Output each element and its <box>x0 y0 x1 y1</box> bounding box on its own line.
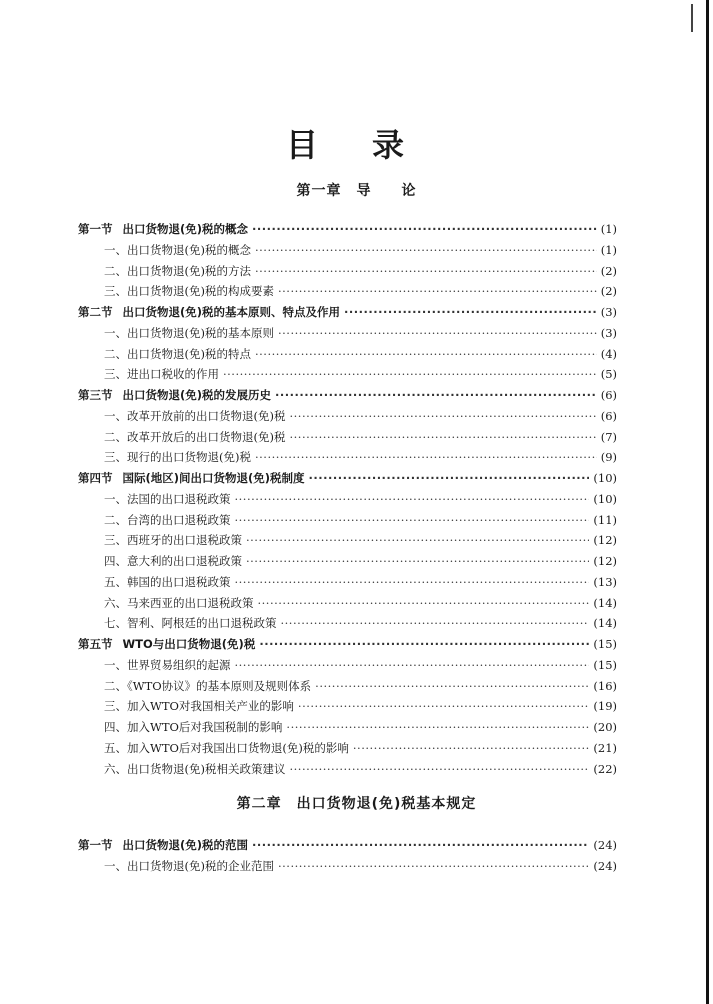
item-title: 二、出口货物退(免)税的特点 <box>104 346 251 361</box>
toc-section-row <box>78 305 617 319</box>
item-title: 五、加入WTO后对我国出口货物退(免)税的影响 <box>104 740 349 755</box>
dot-leader <box>246 554 589 568</box>
toc-item-row <box>104 492 617 506</box>
toc-item-row <box>104 762 617 776</box>
page-number: (16) <box>593 678 617 693</box>
dot-leader <box>246 533 589 547</box>
dot-leader <box>278 326 597 340</box>
page-number: (15) <box>593 637 617 651</box>
page-number: (15) <box>593 657 617 672</box>
dot-leader <box>255 243 597 257</box>
dot-leader <box>344 305 597 319</box>
page-number: (12) <box>593 554 617 568</box>
title-char-1: 目 <box>286 126 321 164</box>
item-title: 二、《WTO协议》的基本原则及规则体系 <box>104 678 312 693</box>
toc-item-row <box>104 596 617 610</box>
dot-leader <box>315 679 589 693</box>
dot-leader <box>259 637 589 651</box>
section-title: 出口货物退(免)税的发展历史 <box>122 388 272 402</box>
section-number: 第四节 <box>78 471 113 485</box>
toc-item-row <box>104 513 617 527</box>
item-title: 一、法国的出口退税政策 <box>104 491 231 506</box>
toc-item-row <box>104 859 617 873</box>
item-title: 四、加入WTO后对我国税制的影响 <box>104 720 283 734</box>
dot-leader <box>278 859 589 873</box>
section-title: 出口货物退(免)税的概念 <box>122 222 249 236</box>
dot-leader <box>235 513 590 527</box>
toc-item-row <box>104 554 617 568</box>
dot-leader <box>275 388 597 402</box>
toc-section-row <box>78 471 617 485</box>
section-title: WTO与出口货物退(免)税 <box>122 637 256 651</box>
section-title: 出口货物退(免)税的基本原则、特点及作用 <box>122 305 341 319</box>
dot-leader <box>235 575 590 589</box>
toc-item-row <box>104 575 617 589</box>
dot-leader <box>235 492 590 506</box>
item-title: 一、改革开放前的出口货物退(免)税 <box>104 408 286 423</box>
toc-section-row <box>78 388 617 402</box>
page-number: (1) <box>600 242 617 257</box>
item-title: 五、韩国的出口退税政策 <box>104 574 231 589</box>
item-title: 三、出口货物退(免)税的构成要素 <box>104 284 274 299</box>
item-title: 三、进出口税收的作用 <box>104 367 219 382</box>
dot-leader <box>278 284 597 298</box>
toc-item-row <box>104 720 617 734</box>
item-title: 一、世界贸易组织的起源 <box>104 657 231 672</box>
page-edge-rule <box>706 0 709 1004</box>
item-title: 六、马来西亚的出口退税政策 <box>104 595 254 610</box>
dot-leader <box>255 450 597 464</box>
dot-leader <box>258 596 590 610</box>
page-number: (10) <box>593 471 617 485</box>
toc-item-row <box>104 616 617 630</box>
dot-leader <box>252 222 597 236</box>
title-char-2: 录 <box>372 126 407 164</box>
item-title: 七、智利、阿根廷的出口退税政策 <box>104 616 277 631</box>
toc-item-row <box>104 367 617 381</box>
toc-item-row <box>104 326 617 340</box>
chapter-heading: 第二章 出口货物退(免)税基本规定 <box>236 796 477 812</box>
dot-leader <box>235 658 590 672</box>
toc-item-row <box>104 679 617 693</box>
section-number: 第二节 <box>78 305 113 319</box>
item-title: 二、出口货物退(免)税的方法 <box>104 263 251 278</box>
page-number: (2) <box>600 284 617 299</box>
dot-leader <box>289 409 596 423</box>
corner-mark <box>691 4 693 32</box>
dot-leader <box>255 264 597 278</box>
page-number: (13) <box>593 574 617 589</box>
toc-item-row <box>104 243 617 257</box>
page-number: (20) <box>593 720 617 734</box>
dot-leader <box>289 430 596 444</box>
item-title: 六、出口货物退(免)税相关政策建议 <box>104 761 286 776</box>
toc-item-row <box>104 699 617 713</box>
toc-item-row <box>104 430 617 444</box>
page-number: (14) <box>593 616 617 631</box>
toc-item-row <box>104 533 617 547</box>
page-number: (3) <box>600 305 617 319</box>
toc-item-row <box>104 347 617 361</box>
dot-leader <box>286 720 589 734</box>
toc-item-row <box>104 284 617 298</box>
dot-leader <box>298 699 589 713</box>
toc-section-row <box>78 637 617 651</box>
section-number: 第五节 <box>78 637 113 651</box>
section-number: 第一节 <box>78 222 113 236</box>
item-title: 三、加入WTO对我国相关产业的影响 <box>104 699 294 714</box>
page-number: (2) <box>600 263 617 278</box>
section-number: 第三节 <box>78 388 113 402</box>
toc-item-row <box>104 264 617 278</box>
item-title: 三、现行的出口货物退(免)税 <box>104 450 251 465</box>
toc-item-row <box>104 450 617 464</box>
page-number: (22) <box>593 761 617 776</box>
page-number: (24) <box>593 838 617 852</box>
item-title: 二、台湾的出口退税政策 <box>104 512 231 527</box>
item-title: 三、西班牙的出口退税政策 <box>104 533 242 548</box>
dot-leader <box>252 838 589 852</box>
toc-section-row <box>78 838 617 852</box>
page-number: (6) <box>600 408 617 423</box>
dot-leader <box>255 347 597 361</box>
toc-item-row <box>104 741 617 755</box>
toc-section-row <box>78 222 617 236</box>
dot-leader <box>309 471 590 485</box>
page-number: (14) <box>593 595 617 610</box>
page-number: (1) <box>600 222 617 236</box>
toc-item-row <box>104 658 617 672</box>
section-number: 第一节 <box>78 838 113 852</box>
section-title: 国际(地区)间出口货物退(免)税制度 <box>122 471 305 485</box>
item-title: 二、改革开放后的出口货物退(免)税 <box>104 429 286 444</box>
page-number: (12) <box>593 533 617 548</box>
page-number: (5) <box>600 367 617 382</box>
item-title: 四、意大利的出口退税政策 <box>104 554 242 568</box>
page-number: (21) <box>593 740 617 755</box>
dot-leader <box>289 762 589 776</box>
page-number: (9) <box>600 450 617 465</box>
page-number: (6) <box>600 388 617 402</box>
page-number: (7) <box>600 429 617 444</box>
page-number: (10) <box>593 491 617 506</box>
page-number: (11) <box>593 512 617 527</box>
dot-leader <box>281 616 590 630</box>
page-number: (3) <box>600 325 617 340</box>
dot-leader <box>353 741 590 755</box>
item-title: 一、出口货物退(免)税的概念 <box>104 242 251 257</box>
toc-item-row <box>104 409 617 423</box>
chapter-heading: 第一章 导 论 <box>296 183 417 199</box>
section-title: 出口货物退(免)税的范围 <box>122 838 249 852</box>
page-number: (4) <box>600 346 617 361</box>
dot-leader <box>223 367 597 381</box>
item-title: 一、出口货物退(免)税的企业范围 <box>104 858 274 873</box>
page-number: (24) <box>593 858 617 873</box>
page-number: (19) <box>593 699 617 714</box>
item-title: 一、出口货物退(免)税的基本原则 <box>104 325 274 340</box>
